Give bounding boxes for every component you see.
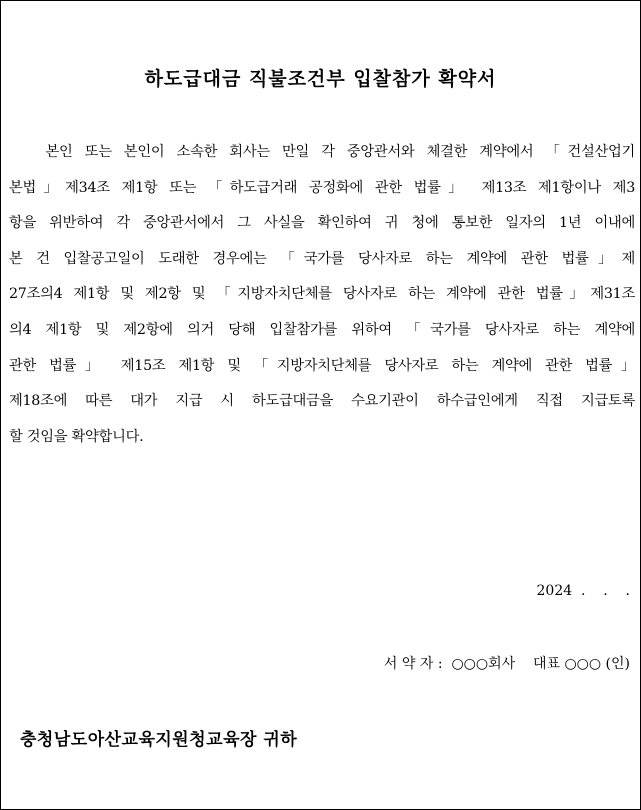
- signer-line: 서 약 자 : ○○○회사 대표 ○○○ (인): [383, 656, 630, 672]
- body-line-5: 27조의4 제1항 및 제2항 및 「지방자치단체를 당사자로 하는 계약에 관한 법률」제31조: [9, 286, 635, 303]
- body-line-6: 의4 제1항 및 제2항에 의거 당해 입찰참가를 위하여 「국가를 당사자로 하는 계약에: [9, 321, 635, 338]
- body-line-9: 할 것임을 확약합니다.: [9, 428, 144, 445]
- date-line: 2024 . . .: [536, 583, 630, 599]
- recipient-line: 충청남도아산교육지원청교육장 귀하: [20, 730, 298, 750]
- document-title: 하도급대금 직불조건부 입찰참가 확약서: [144, 68, 497, 90]
- pledge-body: [9, 141, 635, 461]
- body-line-2: 본법」제34조 제1항 또는 「하도급거래 공정화에 관한 법률」 제13조 제1항이나 제3: [9, 179, 635, 196]
- body-line-1: 본인 또는 본인이 소속한 회사는 만일 각 중앙관서와 체결한 계약에서 「건설산업기: [9, 144, 635, 160]
- body-line-8: 제18조에 따른 대가 지급 시 하도급대금을 수요기관이 하수급인에게 직접 지급토록: [9, 393, 635, 410]
- body-line-7: 관한 법률」 제15조 제1항 및 「지방자치단체를 당사자로 하는 계약에 관한 법률」: [9, 357, 635, 374]
- body-line-4: 본 건 입찰공고일이 도래한 경우에는 「국가를 당사자로 하는 계약에 관한 법률」제: [9, 250, 635, 267]
- body-line-3: 항을 위반하여 각 중앙관서에서 그 사실을 확인하여 귀 청에 통보한 일자의 1년 이내에: [9, 215, 635, 232]
